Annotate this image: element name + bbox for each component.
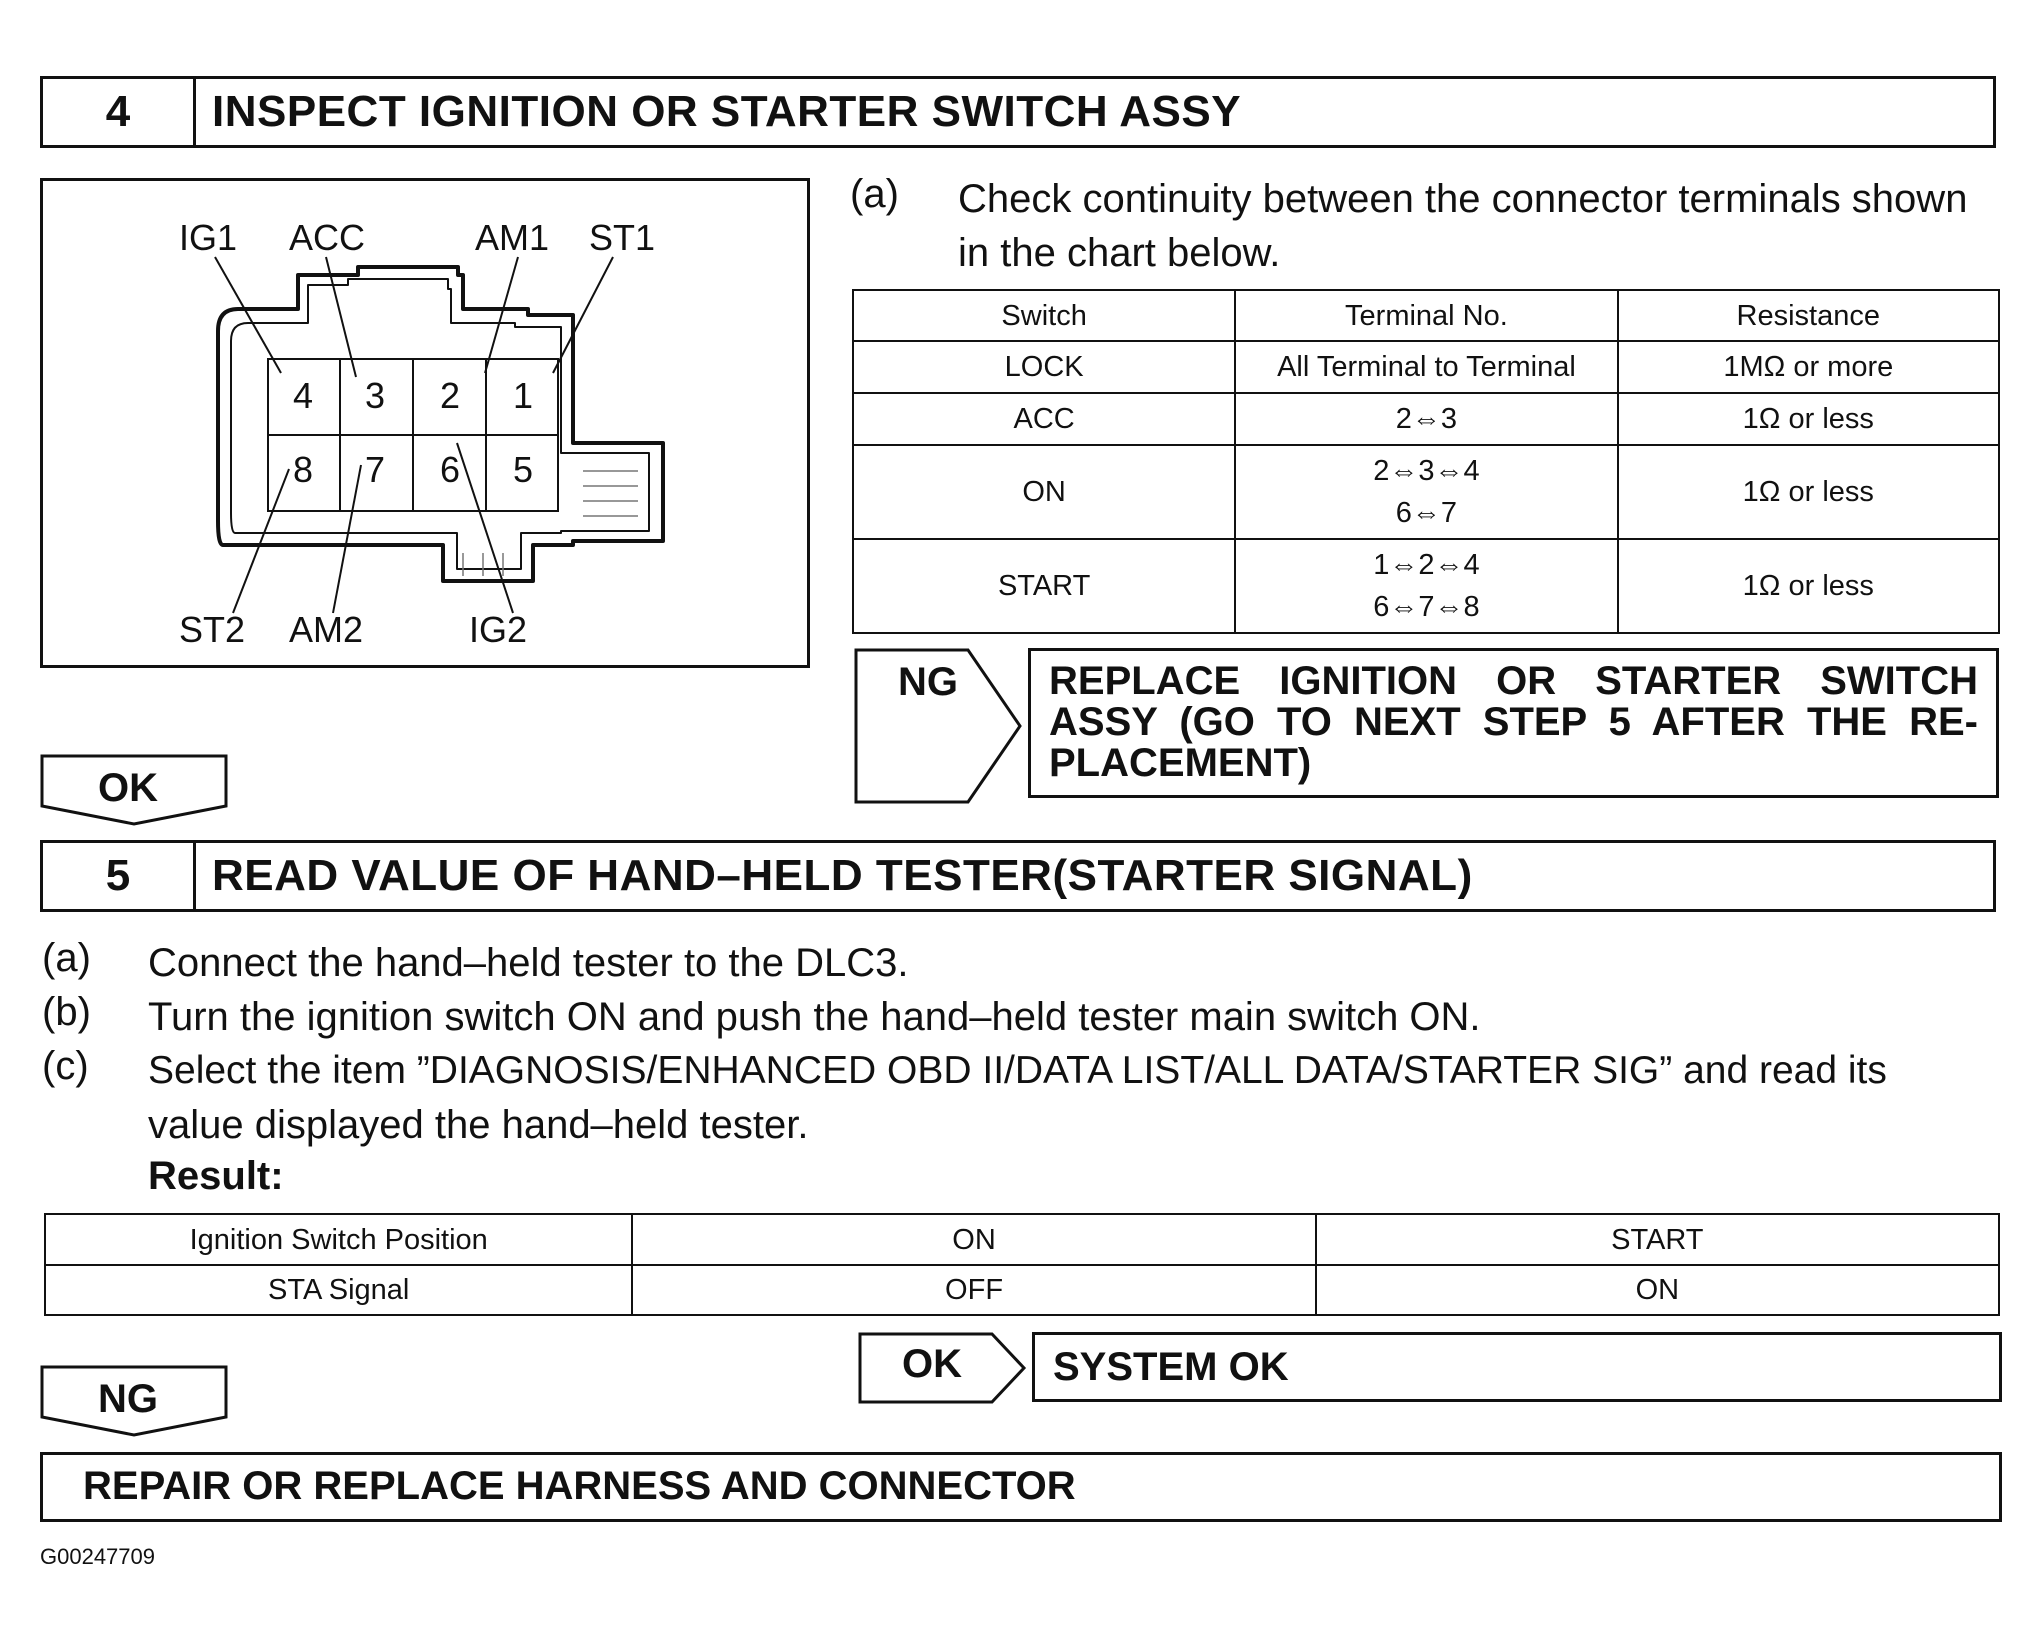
step4-ng-label: NG (898, 660, 958, 704)
step4-ok-label: OK (98, 766, 158, 810)
terminal-line-2: 6⇔7⇔8 (1373, 591, 1480, 623)
final-action-box (40, 1452, 2002, 1522)
step4-ng-action-box (1028, 648, 1999, 798)
cell-terminal: 2⇔3 (1235, 393, 1617, 445)
terminal-line-1: 2⇔3⇔4 (1373, 455, 1480, 487)
pin-6: 6 (440, 449, 461, 490)
cell-resistance: 1Ω or less (1618, 393, 1999, 445)
step5-item-a-text: Connect the hand–held tester to the DLC3. (148, 941, 909, 985)
cell-on-value: ON (1316, 1265, 1999, 1315)
continuity-table (852, 289, 2000, 634)
pin-3: 3 (365, 375, 386, 416)
step5-item-a-letter: (a) (42, 936, 91, 980)
cell-start: START (1316, 1214, 1999, 1265)
table-row (45, 1214, 1999, 1265)
final-action: REPAIR OR REPLACE HARNESS AND CONNECTOR (83, 1464, 1076, 1508)
leader-st2 (233, 469, 289, 613)
table-header-row (853, 290, 1999, 341)
pin-2: 2 (440, 375, 461, 416)
step5-ng-label: NG (98, 1377, 158, 1421)
header-switch: Switch (853, 290, 1235, 341)
label-st1: ST1 (589, 217, 656, 258)
step5-ok-label: OK (902, 1342, 962, 1386)
step4-number: 4 (43, 79, 196, 145)
step4-header (40, 76, 1996, 148)
header-terminal: Terminal No. (1235, 290, 1617, 341)
step5-number: 5 (43, 843, 196, 909)
step4-ng-action-line2: ASSY (GO TO NEXT STEP 5 AFTER THE RE- (1049, 700, 1978, 744)
step5-item-c-text2: value displayed the hand–held tester. (148, 1103, 809, 1147)
step4-ng-action-line1: REPLACE IGNITION OR STARTER SWITCH (1049, 659, 1978, 703)
connector-drawing (43, 181, 807, 665)
pin-5: 5 (513, 449, 534, 490)
table-row (853, 445, 1999, 539)
step5-item-c-text: Select the item ”DIAGNOSIS/ENHANCED OBD II/DATA LIST/ALL DATA/STARTER SIG” and read its (148, 1049, 1887, 1092)
cell-switch: LOCK (853, 341, 1235, 393)
table-row (45, 1265, 1999, 1315)
terminal-line-1: 1⇔2⇔4 (1373, 549, 1480, 581)
sta-signal-table (44, 1213, 2000, 1316)
figure-id: G00247709 (40, 1544, 155, 1569)
cell-switch: ON (853, 445, 1235, 539)
label-acc: ACC (289, 217, 366, 258)
terminal-line-2: 6⇔7 (1395, 497, 1458, 529)
step4-check-line1: Check continuity between the connector terminals shown (958, 177, 1968, 221)
connector-diagram (40, 178, 810, 668)
label-am2: AM2 (289, 609, 364, 650)
cell-terminal: All Terminal to Terminal (1235, 341, 1617, 393)
table-row (853, 341, 1999, 393)
step5-item-b-text: Turn the ignition switch ON and push the hand–held tester main switch ON. (148, 995, 1481, 1039)
step5-ok-action-box (1032, 1332, 2002, 1402)
table-row (853, 539, 1999, 633)
cell-resistance: 1Ω or less (1618, 445, 1999, 539)
cell-switch: START (853, 539, 1235, 633)
cell-on: ON (632, 1214, 1315, 1265)
header-resistance: Resistance (1618, 290, 1999, 341)
pin-1: 1 (513, 375, 534, 416)
cell-resistance: 1Ω or less (1618, 539, 1999, 633)
cell-resistance: 1MΩ or more (1618, 341, 1999, 393)
label-ig2: IG2 (469, 609, 528, 650)
cell-off: OFF (632, 1265, 1315, 1315)
step5-item-b-letter: (b) (42, 990, 91, 1034)
step4-ng-action-line3: PLACEMENT) (1049, 741, 1312, 785)
table-row (853, 393, 1999, 445)
cell-terminal (1235, 539, 1617, 633)
step4-check-letter: (a) (850, 172, 899, 216)
step5-header (40, 840, 1996, 912)
result-label: Result: (148, 1154, 284, 1198)
cell-switch: ACC (853, 393, 1235, 445)
step5-item-c-letter: (c) (42, 1044, 89, 1088)
leader-am2 (333, 465, 361, 613)
label-ig1: IG1 (179, 217, 238, 258)
leader-am1 (485, 257, 518, 373)
pin-8: 8 (293, 449, 314, 490)
label-am1: AM1 (475, 217, 550, 258)
cell-sta-signal-label: STA Signal (45, 1265, 632, 1315)
label-st2: ST2 (179, 609, 246, 650)
pin-7: 7 (365, 449, 386, 490)
step5-ok-action: SYSTEM OK (1053, 1345, 1289, 1389)
step4-title: INSPECT IGNITION OR STARTER SWITCH ASSY (212, 87, 1242, 136)
step5-title: READ VALUE OF HAND–HELD TESTER(STARTER SIGNAL) (212, 851, 1473, 900)
step4-check-line2: in the chart below. (958, 231, 1281, 275)
pin-4: 4 (293, 375, 314, 416)
cell-ignition-position-label: Ignition Switch Position (45, 1214, 632, 1265)
cell-terminal (1235, 445, 1617, 539)
